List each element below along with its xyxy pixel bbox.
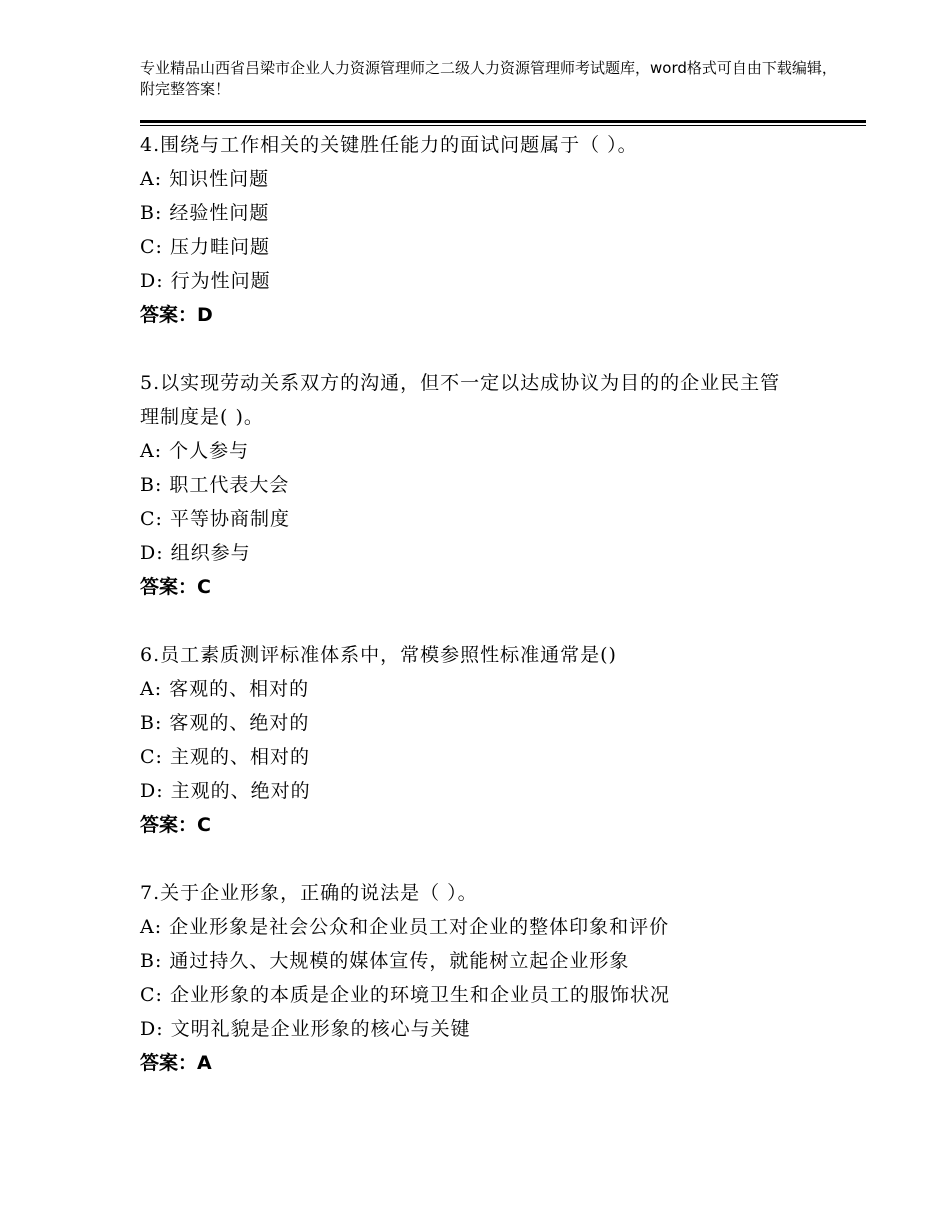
question-block	[140, 366, 840, 604]
option-d: D: 组织参与	[140, 542, 251, 564]
option-a: A: 企业形象是社会公众和企业员工对企业的整体印象和评价	[140, 916, 670, 938]
option-c: C: 企业形象的本质是企业的环境卫生和企业员工的服饰状况	[140, 984, 670, 1006]
answer-label: 答案：C	[140, 814, 211, 836]
answer-label: 答案：A	[140, 1052, 212, 1074]
option-a: A: 知识性问题	[140, 168, 270, 190]
option-a: A: 个人参与	[140, 440, 250, 462]
option-c: C: 压力畦问题	[140, 236, 270, 258]
question-stem: 5.以实现劳动关系双方的沟通，但不一定以达成协议为目的的企业民主管理制度是( )。	[140, 372, 781, 428]
document-header: 专业精品山西省吕梁市企业人力资源管理师之二级人力资源管理师考试题库，word格式可自由下载编辑，附完整答案！	[140, 59, 837, 98]
option-c: C: 平等协商制度	[140, 508, 290, 530]
question-stem: 4.围绕与工作相关的关键胜任能力的面试问题属于（ ）。	[140, 134, 638, 156]
option-b: B: 通过持久、大规模的媒体宣传，就能树立起企业形象	[140, 950, 630, 972]
option-d: D: 行为性问题	[140, 270, 271, 292]
option-b: B: 经验性问题	[140, 202, 270, 224]
header-divider-thick	[140, 120, 866, 123]
question-block	[140, 128, 840, 332]
question-stem: 6.员工素质测评标准体系中，常模参照性标准通常是()	[140, 644, 617, 666]
question-stem: 7.关于企业形象，正确的说法是（ ）。	[140, 882, 478, 904]
answer-label: 答案：C	[140, 576, 211, 598]
option-b: B: 职工代表大会	[140, 474, 290, 496]
option-d: D: 主观的、绝对的	[140, 780, 311, 802]
question-block	[140, 638, 840, 842]
header-divider-thin	[140, 125, 866, 126]
option-a: A: 客观的、相对的	[140, 678, 310, 700]
option-d: D: 文明礼貌是企业形象的核心与关键	[140, 1018, 471, 1040]
question-block	[140, 876, 840, 1080]
answer-label: 答案：D	[140, 304, 213, 326]
question-list	[140, 128, 840, 1080]
option-c: C: 主观的、相对的	[140, 746, 310, 768]
option-b: B: 客观的、绝对的	[140, 712, 310, 734]
